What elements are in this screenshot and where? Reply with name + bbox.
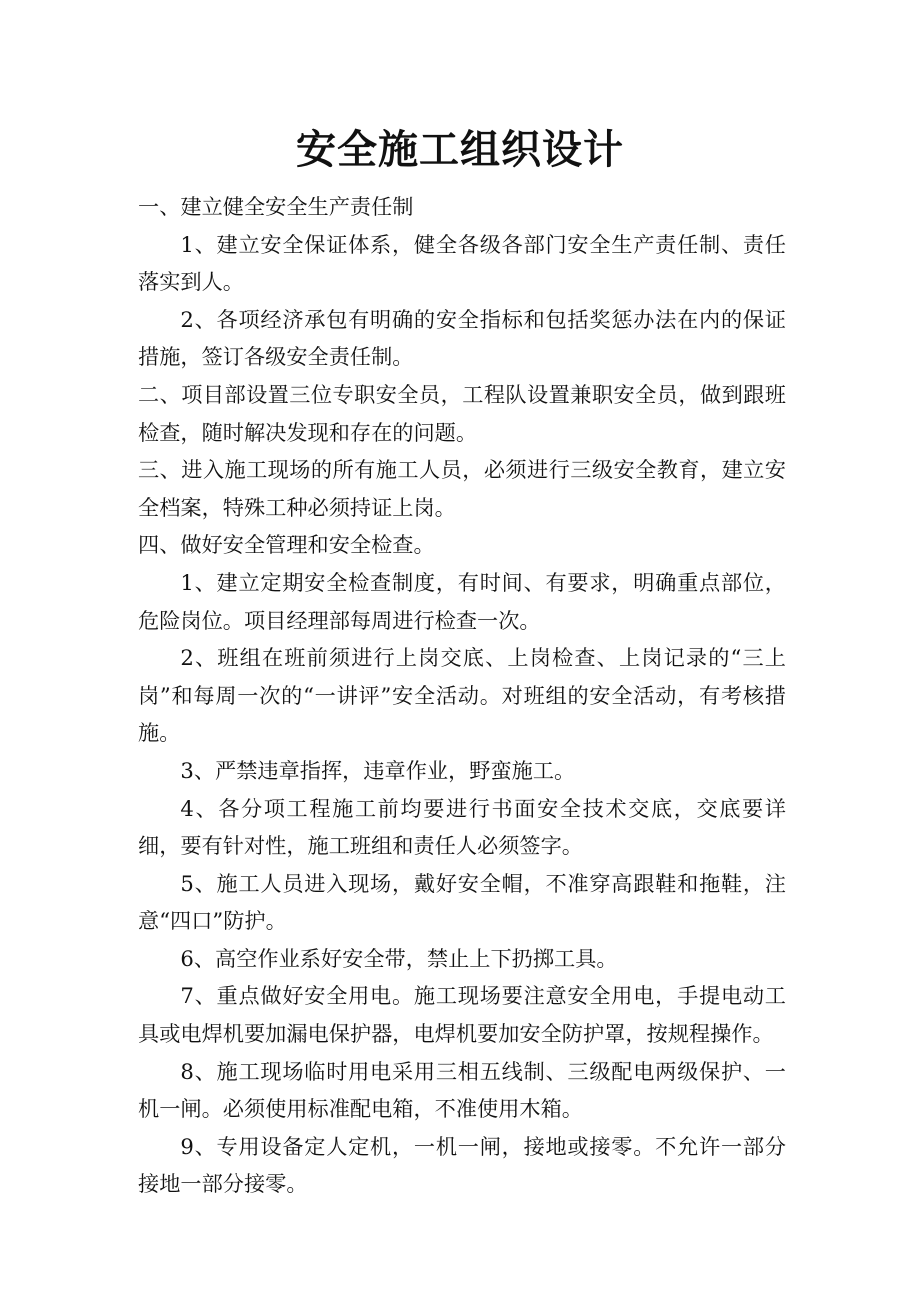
section-heading-4: 四、做好安全管理和安全检查。 bbox=[138, 532, 435, 558]
document-body bbox=[138, 188, 786, 1203]
section-heading-2: 二、项目部设置三位专职安全员，工程队设置兼职安全员，做到跟班检查，随时解决发现和存在的问题。 bbox=[138, 381, 786, 445]
section-heading-3: 三、进入施工现场的所有施工人员，必须进行三级安全教育，建立安全档案，特殊工种必须持证上岗。 bbox=[138, 457, 786, 520]
paragraph-item: 3、严禁违章指挥，违章作业，野蛮施工。 bbox=[180, 757, 576, 783]
paragraph-item: 4、各分项工程施工前均要进行书面安全技术交底，交底要详细，要有针对性，施工班组和责任人必须签字。 bbox=[138, 795, 786, 859]
paragraph-item: 1、建立定期安全检查制度，有时间、有要求，明确重点部位，危险岗位。项目经理部每周进行检查一次。 bbox=[138, 569, 786, 633]
paragraph-item: 8、施工现场临时用电采用三相五线制、三级配电两级保护、一机一闸。必须使用标准配电箱，不准使用木箱。 bbox=[138, 1058, 786, 1122]
paragraph-item: 7、重点做好安全用电。施工现场要注意安全用电，手提电动工具或电焊机要加漏电保护器，电焊机要加安全防护罩，按规程操作。 bbox=[138, 983, 786, 1047]
paragraph-item: 5、施工人员进入现场，戴好安全帽，不准穿高跟鞋和拖鞋，注意“四口”防护。 bbox=[138, 870, 786, 934]
page-title: 安全施工组织设计 bbox=[296, 126, 624, 173]
section-heading-1: 一、建立健全安全生产责任制 bbox=[138, 194, 414, 219]
paragraph-item: 2、各项经济承包有明确的安全指标和包括奖惩办法在内的保证措施，签订各级安全责任制。 bbox=[138, 306, 786, 370]
paragraph-item: 1、建立安全保证体系，健全各级各部门安全生产责任制、责任落实到人。 bbox=[138, 231, 786, 295]
paragraph-item: 2、班组在班前须进行上岗交底、上岗检查、上岗记录的“三上岗”和每周一次的“一讲评”安全活动。对班组的安全活动，有考核措施。 bbox=[138, 645, 786, 746]
paragraph-item: 6、高空作业系好安全带，禁止上下扔掷工具。 bbox=[180, 945, 618, 971]
paragraph-item: 9、专用设备定人定机，一机一闸，接地或接零。不允许一部分接地一部分接零。 bbox=[138, 1133, 786, 1197]
